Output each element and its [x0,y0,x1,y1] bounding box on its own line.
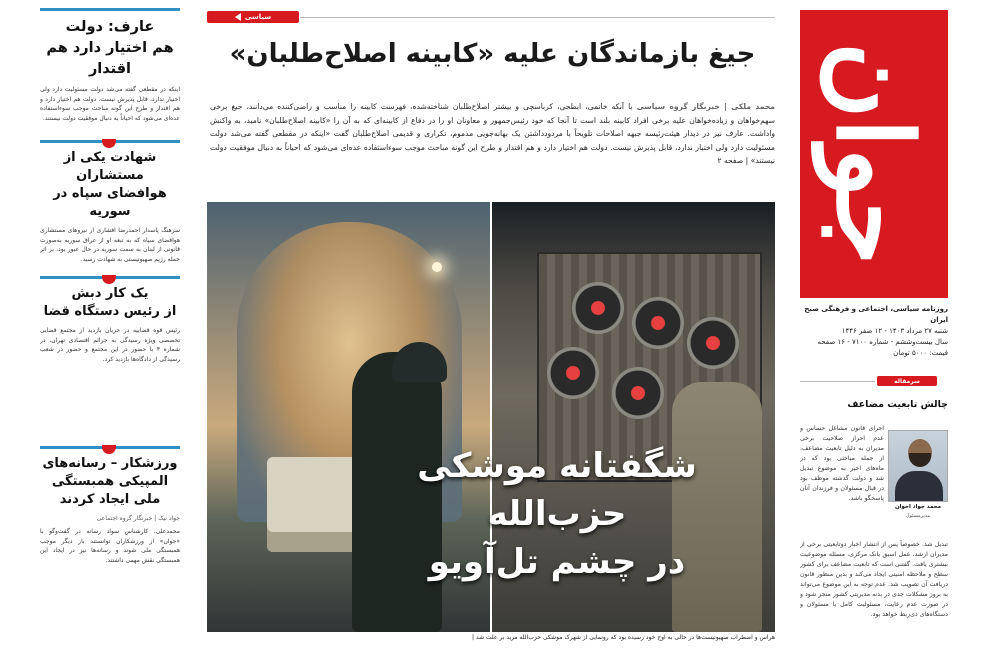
story-body: اینکه در مقطعی گفته می‌شد دولت مسئولیت دارد ولی اختیار ندارد، قابل پذیرش نیست. دولت هم اختیار دارد و هم اقتدار و طرح این گونه مباحث موجب سوءاستفاده عده‌ای می‌شود که احیاناً به دنبال موفقیت دولت نیستند. [40,86,180,122]
section-tag-politics[interactable] [207,11,299,23]
story-body: محمدعلی، کارشناس سواد رسانه در گفت‌وگو با «جوان» از ورزشکاران توانستند بار دیگر موجب همبستگی ملی شوند و رسانه‌ها نیز در ایجاد این همبستگی نقش مهمی داشتند. [40,528,180,564]
paper-info [800,304,948,359]
story-marker-icon [102,445,116,454]
story-headline[interactable]: ورزشکار – رسانه‌های المپیکی همبستگی ملی ایجاد کردند [42,456,178,507]
left-story-4[interactable] [40,446,180,627]
editorial-body-continued: تبدیل شد. خصوصاً پس از انتشار اخبار دوتابعیتی برخی از مدیران ارشد، عمل اسبق بانک مرکزی، مسئله موضوعیت بیشتری یافت. گفتنی است که تابعیت مضاعف برای کشور سطح و ملاحظه امنیتی ایجاد می‌کند و بدین منظور قانون دریافت آن تصویب شد. عدم توجه به این موضوع می‌تواند به بروز مشکلات جدی در بدنه مدیریتی کشور منجر شود و در صورت عدم رعایت، مسئولیت کامل با مسئولان و دستگاه‌های ذی‌ربط خواهد بود. [800,541,948,618]
launcher-tube [687,317,739,369]
story-marker-icon [102,139,116,148]
story-body: رئیس قوه قضاییه در جریان بازدید از مجتمع قضایی تخصصی ویژه رسیدگی به جرائم اقتصادی تهران، در شماره ۴ با حضور در این مجتمع و حضور در شعب رسیدگی از دادگاه‌ها بازدید کرد. [40,327,180,363]
left-story-1[interactable] [40,8,180,133]
story-divider [40,140,180,143]
launcher-tube [572,282,624,334]
launcher-tube [632,297,684,349]
tunnel-lamp [432,262,442,272]
launcher-tube [547,347,599,399]
left-news-column [40,8,180,655]
story-headline[interactable]: شهادت یکی از مستشاران هوافضای سپاه در سوریه [53,150,167,219]
lede-byline: محمد ملکی | خبرنگار گروه سیاسی [636,102,775,111]
paper-issue: سال بیست‌وششم - شماره ۷۱۰۰ - ۱۶ صفحه [817,338,948,346]
story-body: سرهنگ پاسدار احمدرضا افشاری از نیروهای مستشاری هوافضای سپاه که به تبعه او از عراق سوریه به‌صورت قانونی از لبنان به سمت سوریه در حال عبور بود، بر اثر حمله رژیم صهیونیستی به شهادت رسید. [40,227,180,263]
overlay-line: شگفتانه موشکی [417,446,697,486]
overlay-line: حزب‌الله [487,494,627,534]
section-tag-label: سیاسی [244,13,272,21]
story-headline[interactable]: یک کار دبش از رئیس دستگاه قضا [43,286,177,319]
editorial-headline[interactable]: چالش تابعیت مضاعف [847,399,948,410]
launcher-tube [612,367,664,419]
story-divider [40,276,180,279]
lede-paragraph [210,100,775,168]
left-story-3[interactable] [40,276,180,406]
masthead-logo[interactable] [800,10,948,298]
author-name: محمد جواد اخوان [894,504,942,510]
photo-overlay-title[interactable] [397,442,717,586]
author-role: مدیرمسئول [905,513,931,519]
story-divider [40,8,180,11]
truck-shape [267,457,362,552]
paper-description: روزنامه سیاسی، اجتماعی و فرهنگی صبح ایران [804,305,948,324]
main-headline[interactable]: جیغ بازماندگان علیه «کابینه اصلاح‌طلبان» [229,39,756,69]
tag-arrow-icon [235,13,241,21]
paper-date: شنبه ۲۷ مرداد ۱۴۰۳ - ۱۲ صفر ۱۴۴۶ [841,327,948,335]
left-story-2[interactable] [40,140,180,284]
avatar-beard [909,453,931,467]
overlay-line: در چشم تل‌آویو [428,542,686,582]
paper-price: قیمت: ۵۰۰۰ تومان [893,349,948,357]
main-photo[interactable] [207,202,775,632]
story-marker-icon [102,275,116,284]
section-rule [800,381,875,382]
lede-text: با آنکه خاتمی، ابطحی، کرباسچی و بیشتر اصلاح‌طلبان شناخته‌شده، فهرست کابینه را مناسب و راضی‌کننده می‌دانند، جیغ برخی سهم‌خواهان و زیاده‌خواهان علیه برخی افراد کابینه بلند است تا آنجا که خود رئیس‌جمهور و معاونان او را در دفاع از کابینه‌ای که به آن را «کابینه اصلاح‌طلبان» نامید، به واکنش واداشت. عارف نیز در دیدار هیئت‌رئیسه جبهه اصلاحات تلویحاً با مردودداشتن یک بهانه‌جویی مذموم، تکراری و قدیمی اصلاح‌طلبان گفت «اینکه در مقطعی گفته می‌شد دولت مسئولیت دارد ولی اختیار ندارد، قابل پذیرش نیست. دولت هم اختیار دارد و هم اقتدار و طرح این گونه مباحث موجب سوءاستفاده عده‌ای می‌شود که احیاناً به دنبال موفقیت دولت نیستند» | صفحه ۲ [210,102,775,166]
photo-caption: هراس و اضطراب صهیونیست‌ها در حالی به اوج خود رسیده بود که رونمایی از شهرک موشکی حزب‌الله مزید بر علت شد | [472,634,775,641]
section-tag-editorial[interactable]: سرمقاله [877,376,937,386]
section-rule [300,17,775,18]
story-headline[interactable]: عارف: دولت هم اختیار دارد هم اقتدار [46,19,174,77]
story-divider [40,446,180,449]
avatar-suit [895,471,943,502]
story-byline: جواد نیک | خبرنگار گروه اجتماعی [96,515,180,522]
logo-text: جوان [813,42,936,266]
author-avatar [888,430,948,502]
editorial-body: اجرای قانون مشاغل حساس و عدم احراز صلاحیت برخی مدیران به دلیل تابعیت مضاعف، از جمله مباحثی بود که در ماه‌های اخیر به موضوع تبدیل شد و دولت گذشته موظف بود در قبال مسئولان و فرزندان آنان پاسخگو باشد. [800,425,884,502]
